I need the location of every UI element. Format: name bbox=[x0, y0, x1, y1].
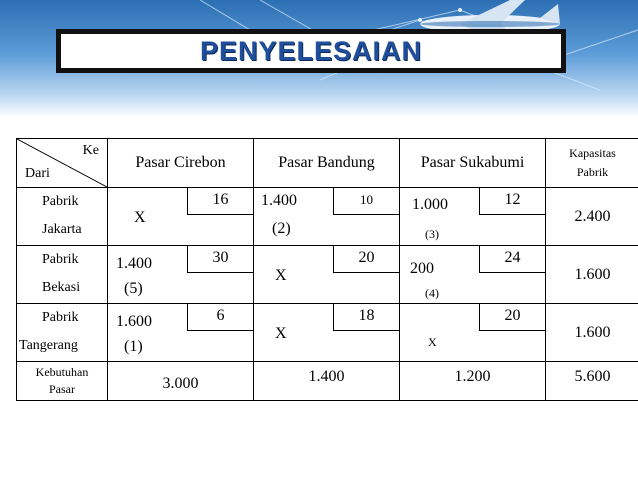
allocation-order: (4) bbox=[425, 286, 439, 300]
capacity-header-line2: Pabrik bbox=[576, 165, 609, 179]
row-label-line2: Jakarta bbox=[42, 222, 82, 237]
col-header-capacity bbox=[546, 139, 638, 188]
header-row bbox=[17, 139, 638, 188]
cell-tangerang-bandung bbox=[254, 304, 400, 362]
allocation-order: (1) bbox=[124, 338, 143, 355]
demand-row bbox=[17, 362, 638, 401]
corner-ke: Ke bbox=[82, 143, 99, 158]
demand-bandung: 1.400 bbox=[254, 362, 400, 401]
cell-bekasi-sukabumi bbox=[400, 246, 546, 304]
cell-tangerang-cirebon bbox=[108, 304, 254, 362]
table-row-jakarta bbox=[17, 188, 638, 246]
row-label-bekasi bbox=[17, 246, 108, 304]
row-label-tangerang bbox=[17, 304, 108, 362]
cost-value: 18 bbox=[333, 304, 399, 331]
cell-jakarta-sukabumi bbox=[400, 188, 546, 246]
cost-value: 12 bbox=[479, 188, 545, 215]
demand-value: 3.000 bbox=[162, 375, 199, 392]
row-label-line2: Tangerang bbox=[19, 338, 78, 353]
demand-label bbox=[17, 362, 108, 401]
allocation-value: X bbox=[275, 267, 287, 284]
corner-cell bbox=[17, 139, 108, 188]
row-label-line1: Pabrik bbox=[42, 194, 79, 209]
capacity-tangerang: 1.600 bbox=[546, 304, 638, 362]
table-row-bekasi bbox=[17, 246, 638, 304]
cost-value: 24 bbox=[479, 246, 545, 273]
cell-bekasi-bandung bbox=[254, 246, 400, 304]
demand-sukabumi: 1.200 bbox=[400, 362, 546, 401]
demand-cirebon bbox=[108, 362, 254, 401]
allocation-order: (5) bbox=[124, 280, 143, 297]
row-label-line1: Pabrik bbox=[42, 310, 79, 325]
cost-value: 20 bbox=[333, 246, 399, 273]
row-label-line1: Pabrik bbox=[42, 252, 79, 267]
allocation-value: X bbox=[134, 209, 146, 226]
col-header-sukabumi: Pasar Sukabumi bbox=[400, 139, 546, 188]
cell-bekasi-cirebon bbox=[108, 246, 254, 304]
cost-value: 20 bbox=[479, 304, 545, 331]
cost-value: 30 bbox=[187, 246, 253, 273]
cell-jakarta-bandung bbox=[254, 188, 400, 246]
allocation-value: 1.400 bbox=[261, 192, 297, 209]
allocation-value: 1.400 bbox=[116, 255, 152, 272]
cell-jakarta-cirebon bbox=[108, 188, 254, 246]
cost-value: 10 bbox=[333, 188, 399, 215]
allocation-value: 1.000 bbox=[412, 196, 448, 213]
total-value: 5.600 bbox=[546, 362, 638, 401]
capacity-bekasi: 1.600 bbox=[546, 246, 638, 304]
cost-value: 16 bbox=[187, 188, 253, 215]
allocation-order: (3) bbox=[425, 227, 439, 241]
title-box bbox=[56, 29, 566, 73]
row-label-line2: Bekasi bbox=[42, 280, 81, 295]
allocation-order: (2) bbox=[272, 220, 291, 237]
cost-value: 6 bbox=[187, 304, 253, 331]
table-row-tangerang bbox=[17, 304, 638, 362]
corner-dari: Dari bbox=[25, 166, 50, 181]
allocation-value: 200 bbox=[410, 260, 434, 277]
col-header-bandung: Pasar Bandung bbox=[254, 139, 400, 188]
header-banner bbox=[0, 0, 638, 118]
page-title: PENYELESAIAN bbox=[199, 35, 423, 66]
capacity-jakarta: 2.400 bbox=[546, 188, 638, 246]
transport-table bbox=[16, 138, 638, 401]
row-label-jakarta bbox=[17, 188, 108, 246]
allocation-value: X bbox=[428, 335, 437, 349]
allocation-value: X bbox=[275, 325, 287, 342]
demand-label-line2: Pasar bbox=[49, 382, 75, 396]
capacity-header-line1: Kapasitas bbox=[569, 146, 616, 160]
demand-label-line1: Kebutuhan bbox=[35, 365, 89, 379]
col-header-cirebon: Pasar Cirebon bbox=[108, 139, 254, 188]
cell-tangerang-sukabumi bbox=[400, 304, 546, 362]
allocation-value: 1.600 bbox=[116, 313, 152, 330]
